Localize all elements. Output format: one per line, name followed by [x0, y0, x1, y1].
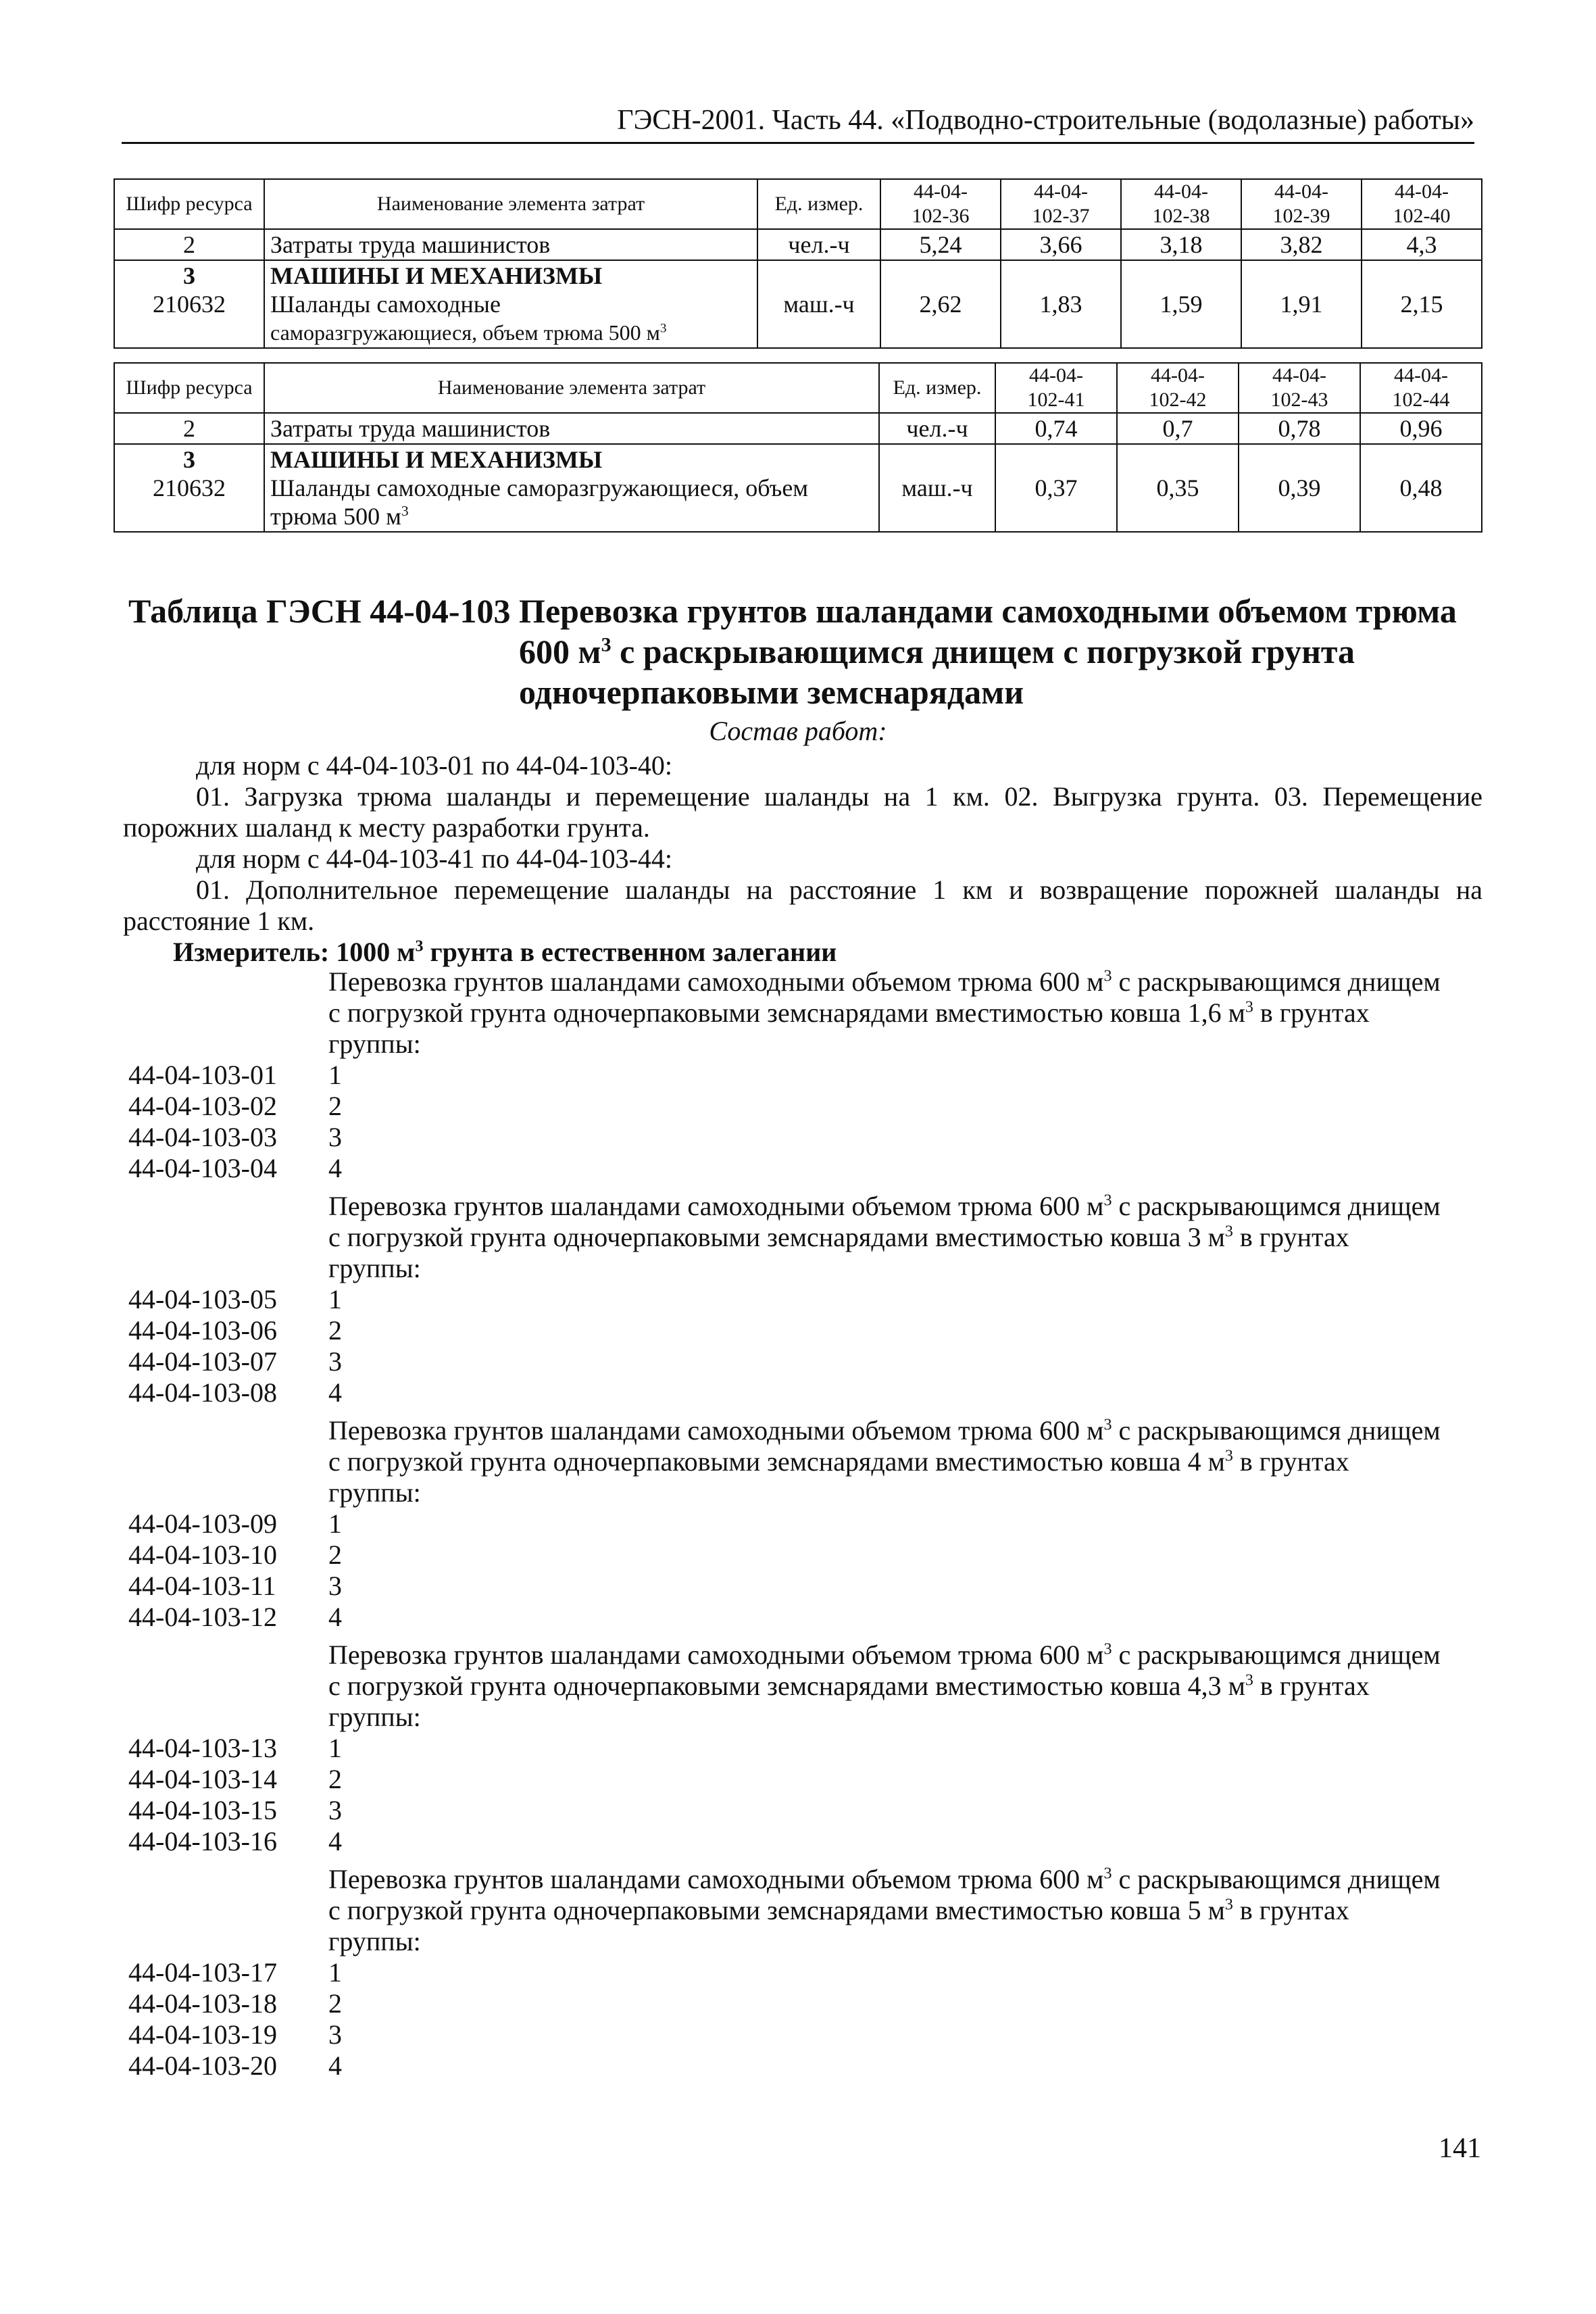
table-title-line: одночерпаковыми земснарядами — [519, 673, 1024, 711]
norm-group — [128, 966, 1446, 1184]
soil-group-number: 4 — [328, 1153, 342, 1183]
row-code — [114, 260, 264, 348]
norm-code: 44-04-103-14 — [128, 1764, 277, 1794]
norm-code: 44-04-103-19 — [128, 2019, 277, 2050]
resource-table-1 — [114, 178, 1482, 349]
row-value: 1,91 — [1241, 260, 1362, 348]
col-unit-header: Ед. измер. — [757, 179, 880, 229]
col-code-header: Шифр ресурса — [114, 179, 264, 229]
soil-group-number: 3 — [328, 1571, 342, 1601]
norm-col-header: 44-04- 102-44 — [1360, 363, 1482, 413]
col-code-header: Шифр ресурса — [114, 363, 264, 413]
norm-code: 44-04-103-10 — [128, 1540, 277, 1570]
resource-code: 210632 — [153, 474, 226, 501]
row-value: 2,62 — [880, 260, 1001, 348]
table-title-line: 600 $м^3$ с раскрывающимся днищем с погрузкой грунта — [519, 633, 1355, 670]
row-name — [264, 444, 879, 532]
resource-name-line: Шаланды самоходные — [270, 291, 501, 318]
soil-group-number: 2 — [328, 1988, 342, 2019]
norm-group-description: Перевозка грунтов шаландами самоходными объемом трюма 600 $м^3$ с раскрывающимся днищем с погрузкой грунта одночерпаковыми земснарядами вместимостью ковша 5 $м^3$ в грунтах группы: — [328, 1864, 1441, 1956]
soil-group-number: 2 — [328, 1315, 342, 1346]
row-number: 3 — [183, 262, 195, 289]
norm-code: 44-04-103-15 — [128, 1795, 277, 1825]
soil-group-number: 1 — [328, 1508, 342, 1539]
norm-row — [128, 1315, 1446, 1346]
norm-row — [128, 1377, 1446, 1408]
row-name — [264, 260, 757, 348]
work-item: 01. Дополнительное перемещение шаланды на расстояние 1 км и возвращение порожней шаланды на расстояние 1 км. — [123, 875, 1482, 936]
norm-row — [128, 2050, 1446, 2082]
soil-group-number: 4 — [328, 1377, 342, 1408]
row-value: 0,96 — [1360, 413, 1482, 444]
norm-row — [128, 1988, 1446, 2019]
soil-group-number: 2 — [328, 1540, 342, 1570]
row-value: 0,78 — [1239, 413, 1360, 444]
row-unit: маш.-ч — [757, 260, 880, 348]
norm-code: 44-04-103-12 — [128, 1602, 277, 1632]
row-value: 0,39 — [1239, 444, 1360, 532]
norm-row — [128, 1122, 1446, 1153]
norm-row — [128, 1284, 1446, 1315]
row-value: 0,37 — [995, 444, 1117, 532]
norm-group — [128, 1640, 1446, 1857]
row-name: Затраты труда машинистов — [264, 229, 757, 260]
row-value: 3,82 — [1241, 229, 1362, 260]
soil-group-number: 2 — [328, 1091, 342, 1121]
norm-code: 44-04-103-06 — [128, 1315, 277, 1346]
soil-group-number: 3 — [328, 1346, 342, 1377]
norm-range: для норм с 44-04-103-41 по 44-04-103-44: — [196, 843, 673, 874]
norm-group — [128, 1191, 1446, 1408]
norm-row — [128, 1091, 1446, 1122]
norm-code: 44-04-103-18 — [128, 1988, 277, 2019]
row-code — [114, 444, 264, 532]
row-unit: чел.-ч — [879, 413, 995, 444]
section-label: МАШИНЫ И МЕХАНИЗМЫ — [270, 446, 603, 473]
norm-row — [128, 1060, 1446, 1091]
norm-code: 44-04-103-13 — [128, 1733, 277, 1763]
row-value: 1,83 — [1001, 260, 1121, 348]
norm-col-header: 44-04- 102-36 — [880, 179, 1001, 229]
row-number: 2 — [114, 229, 264, 260]
norm-group — [128, 1415, 1446, 1633]
soil-group-number: 1 — [328, 1733, 342, 1763]
table-row — [114, 260, 1482, 348]
row-name: Затраты труда машинистов — [264, 413, 879, 444]
norm-row — [128, 1508, 1446, 1540]
col-unit-header: Ед. измер. — [879, 363, 995, 413]
row-value: 4,3 — [1362, 229, 1482, 260]
soil-group-number: 3 — [328, 2019, 342, 2050]
norm-row — [128, 1346, 1446, 1377]
norm-row — [128, 1826, 1446, 1857]
norm-code: 44-04-103-09 — [128, 1508, 277, 1539]
norm-code: 44-04-103-16 — [128, 1826, 277, 1856]
norm-col-header: 44-04- 102-40 — [1362, 179, 1482, 229]
norm-row — [128, 2019, 1446, 2050]
norm-code: 44-04-103-01 — [128, 1060, 277, 1090]
row-value: 1,59 — [1121, 260, 1241, 348]
work-composition-title: Состав работ: — [709, 716, 887, 746]
section-label: МАШИНЫ И МЕХАНИЗМЫ — [270, 262, 603, 289]
norm-row — [128, 1733, 1446, 1764]
norm-group-description: Перевозка грунтов шаландами самоходными объемом трюма 600 $м^3$ с раскрывающимся днищем с погрузкой грунта одночерпаковыми земснарядами вместимостью ковша 4,3 $м^3$ в грунтах группы: — [328, 1640, 1441, 1732]
norm-col-header: 44-04- 102-38 — [1121, 179, 1241, 229]
row-value: 5,24 — [880, 229, 1001, 260]
soil-group-number: 1 — [328, 1060, 342, 1090]
table-title — [128, 591, 1480, 712]
norm-col-header: 44-04- 102-43 — [1239, 363, 1360, 413]
resource-name-line: саморазгружающиеся, объем трюма 500 $м^3$ — [270, 320, 667, 345]
table-header-row — [114, 363, 1482, 413]
resource-name-line: трюма 500 $м^3$ — [270, 503, 409, 530]
norm-code: 44-04-103-04 — [128, 1153, 277, 1183]
running-header: ГЭСН-2001. Часть 44. «Подводно-строительные (водолазные) работы» — [122, 103, 1474, 144]
norm-code: 44-04-103-02 — [128, 1091, 277, 1121]
norm-col-header: 44-04- 102-39 — [1241, 179, 1362, 229]
measure-unit: Измеритель: 1000 $м^3$ грунта в естественном залегании — [173, 937, 837, 967]
resource-name-line: Шаланды самоходные саморазгружающиеся, объем — [270, 474, 809, 501]
row-number: 2 — [114, 413, 264, 444]
norm-row — [128, 1540, 1446, 1571]
row-value: 2,15 — [1362, 260, 1482, 348]
soil-group-number: 3 — [328, 1795, 342, 1825]
norm-code: 44-04-103-03 — [128, 1122, 277, 1152]
norm-row — [128, 1571, 1446, 1602]
table-header-row — [114, 179, 1482, 229]
table-row — [114, 229, 1482, 260]
norm-row — [128, 1764, 1446, 1795]
soil-group-number: 3 — [328, 1122, 342, 1152]
norm-group-description: Перевозка грунтов шаландами самоходными объемом трюма 600 $м^3$ с раскрывающимся днищем с погрузкой грунта одночерпаковыми земснарядами вместимостью ковша 3 $м^3$ в грунтах группы: — [328, 1191, 1441, 1283]
soil-group-number: 4 — [328, 2050, 342, 2081]
soil-group-number: 1 — [328, 1284, 342, 1314]
row-value: 0,35 — [1117, 444, 1239, 532]
row-value: 0,48 — [1360, 444, 1482, 532]
col-name-header: Наименование элемента затрат — [264, 179, 757, 229]
norm-code: 44-04-103-08 — [128, 1377, 277, 1408]
norm-code: 44-04-103-05 — [128, 1284, 277, 1314]
norm-col-header: 44-04- 102-41 — [995, 363, 1117, 413]
norm-range: для норм с 44-04-103-01 по 44-04-103-40: — [196, 750, 673, 781]
row-unit: чел.-ч — [757, 229, 880, 260]
norm-code: 44-04-103-11 — [128, 1571, 276, 1601]
page-number: 141 — [1439, 2133, 1481, 2164]
norm-row — [128, 1153, 1446, 1184]
norm-row — [128, 1795, 1446, 1826]
norm-row — [128, 1602, 1446, 1633]
norm-col-header: 44-04- 102-37 — [1001, 179, 1121, 229]
row-value: 0,74 — [995, 413, 1117, 444]
norm-code: 44-04-103-17 — [128, 1957, 277, 1988]
col-name-header: Наименование элемента затрат — [264, 363, 879, 413]
soil-group-number: 4 — [328, 1602, 342, 1632]
resource-code: 210632 — [153, 291, 226, 318]
soil-group-number: 1 — [328, 1957, 342, 1988]
row-unit: маш.-ч — [879, 444, 995, 532]
norm-code: 44-04-103-07 — [128, 1346, 277, 1377]
row-value: 3,18 — [1121, 229, 1241, 260]
norm-group — [128, 1864, 1446, 2082]
row-value: 0,7 — [1117, 413, 1239, 444]
work-item: 01. Загрузка трюма шаланды и перемещение шаланды на 1 км. 02. Выгрузка грунта. 03. Перемещение порожних шаланд к месту разработки грунта. — [123, 781, 1482, 843]
table-row — [114, 444, 1482, 532]
norm-code: 44-04-103-20 — [128, 2050, 277, 2081]
table-row — [114, 413, 1482, 444]
soil-group-number: 4 — [328, 1826, 342, 1856]
soil-group-number: 2 — [328, 1764, 342, 1794]
table-title-line: Таблица ГЭСН 44-04-103 Перевозка грунтов шаландами самоходными объемом трюма — [128, 592, 1457, 630]
norm-row — [128, 1957, 1446, 1988]
row-value: 3,66 — [1001, 229, 1121, 260]
row-number: 3 — [183, 446, 195, 473]
norm-col-header: 44-04- 102-42 — [1117, 363, 1239, 413]
norm-group-description: Перевозка грунтов шаландами самоходными объемом трюма 600 $м^3$ с раскрывающимся днищем с погрузкой грунта одночерпаковыми земснарядами вместимостью ковша 4 $м^3$ в грунтах группы: — [328, 1415, 1441, 1508]
resource-table-2 — [114, 362, 1482, 533]
norm-group-description: Перевозка грунтов шаландами самоходными объемом трюма 600 $м^3$ с раскрывающимся днищем с погрузкой грунта одночерпаковыми земснарядами вместимостью ковша 1,6 $м^3$ в грунтах группы: — [328, 966, 1441, 1059]
